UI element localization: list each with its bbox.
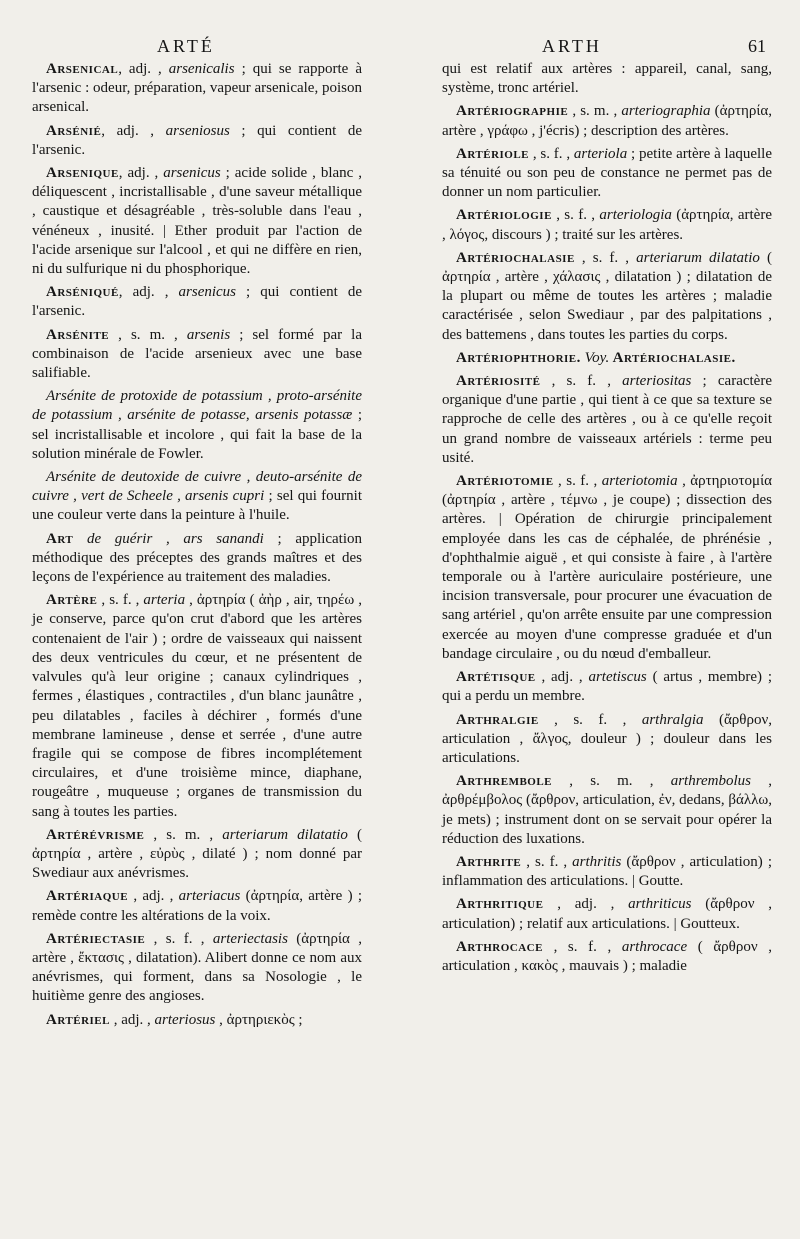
entry-headword: Arthritique	[456, 896, 544, 913]
dictionary-entry	[32, 930, 362, 1007]
entry-definition: ; petite artère à laquelle sa ténuité ou son peu de constance ne permet pas de donner un nom particulier.	[442, 145, 772, 201]
entry-grammar: , s. f. ,	[145, 930, 213, 947]
entry-definition: (ἀρτηρία, artère , γράφω , j'écris) ; description des artères.	[442, 103, 773, 139]
dictionary-entry	[442, 145, 772, 203]
entry-definition: ; qui contient de l'arsenic.	[32, 122, 362, 158]
right-column	[442, 60, 772, 1034]
dictionary-entry	[32, 530, 362, 588]
entry-headword: Arthrembole	[456, 773, 553, 790]
entry-grammar	[73, 531, 87, 547]
entry-headword: Artère	[46, 592, 98, 609]
entry-latin-term: arteriacus	[178, 888, 241, 905]
entry-latin-term: arthralgia	[641, 711, 704, 728]
dictionary-entry	[442, 249, 772, 345]
entry-grammar: , s. m. ,	[568, 103, 622, 120]
entry-definition: ; sel qui fournit une couleur verte dans la peinture à l'huile.	[32, 488, 363, 524]
entry-latin-term: arteriographia	[621, 103, 711, 120]
entry-latin-term: arthritis	[572, 853, 622, 870]
dictionary-entry	[442, 668, 772, 706]
entry-grammar: , adj. ,	[118, 284, 179, 301]
entry-grammar: , adj. ,	[118, 61, 169, 77]
entry-headword: Art	[46, 530, 74, 547]
entry-definition: ( ἀρτηρία , artère , εὐρὺς , dilaté ) ; nom donné par Swediaur aux anévrismes.	[32, 826, 362, 882]
dictionary-entry	[32, 387, 362, 464]
entry-headword: Arsenical	[46, 61, 119, 77]
dictionary-entry	[442, 853, 772, 891]
running-header	[32, 30, 772, 60]
dictionary-entry	[442, 60, 772, 98]
header-left-guide-word: ARTÉ	[157, 36, 215, 56]
entry-grammar: , adj. ,	[109, 1011, 155, 1028]
entry-latin-term: arsenicalis	[168, 61, 235, 77]
entry-latin-term: Arsénite de protoxide de potassium , proto-arsénite de potassium , arsénite de potasse, arsenis potassæ	[32, 388, 362, 424]
entry-definition: ; sel formé par la combinaison de l'acide arsenieux avec une base salifiable.	[32, 326, 362, 382]
entry-definition: ; qui se rapporte à l'arsenic : odeur, préparation, vapeur arsenicale, poison arsenical.	[32, 61, 362, 116]
entry-definition: , ἀρτηρία ( ἀὴρ , air, τηρέω , je conserve, parce qu'on crut d'abord que les artères contenaient de l'air ) ; ordre de vaisseaux qui naissent des deux ventricules du cœur, et ne présentent de valvules qu'à leur origine ; canaux cylindriques , fermes , élastiques , contractiles , d'un blanc jaunâtre , peu dilatables , faciles à déchirer , formés d'une membrane lamineuse , dense et serrée , d'une autre fragile qui se compose de fibres incomplétement circulaires, et d'une troisième mince, diaphane, rougeâtre , muqueuse ; organes de transmission du sang à toutes les parties.	[32, 592, 362, 820]
dictionary-entry	[442, 349, 772, 368]
entry-latin-term: Voy.	[584, 349, 610, 366]
entry-latin-term: arthrembolus	[670, 773, 751, 790]
entry-definition: ; application méthodique des préceptes des grands maîtres et des leçons de l'expérience au traitement des maladies.	[32, 530, 363, 586]
entry-grammar: , adj. ,	[535, 669, 589, 686]
entry-definition: (ἀρτηρία , artère , ἔκτασις , dilatation). Alibert donne ce nom aux anévrismes, qui forment, dans sa Nosologie , le huitième genre des angioses.	[32, 930, 362, 1005]
entry-definition: ; sel incristallisable et incolore , qui fait la base de la solution minérale de Fowler.	[32, 407, 362, 462]
entry-grammar: , s. f. ,	[542, 938, 622, 955]
dictionary-entry	[442, 772, 772, 849]
entry-grammar: , adj. ,	[101, 122, 166, 139]
entry-latin-term: arteriologia	[599, 207, 672, 224]
dictionary-entry	[442, 372, 772, 468]
entry-definition: , ἀρθρέμβολος (ἄρθρον, articulation, ἐν, dedans, βάλλω, je mets) ; instrument dont on se servait pour opérer la réduction des luxations.	[442, 773, 772, 847]
entry-headword: Artériotomie	[456, 473, 554, 490]
entry-latin-term: arteriarum dilatatio	[222, 826, 348, 843]
entry-latin-term: arthrocace	[621, 938, 688, 955]
entry-latin-term: arsenis	[186, 326, 231, 343]
dictionary-entry	[32, 468, 362, 526]
entry-latin-term: arteriarum dilatatio	[636, 249, 760, 266]
entry-latin-term: arthriticus	[628, 896, 692, 913]
entry-headword: Artériographie	[456, 103, 569, 120]
entry-headword: Artétisque	[456, 669, 536, 686]
entry-latin-term: arsenicus	[163, 165, 221, 182]
entry-grammar: , s. m. ,	[109, 326, 187, 343]
dictionary-entry	[32, 164, 362, 279]
entry-definition: ( ἄρθρον , articulation , κακὸς , mauvais ) ; maladie	[442, 938, 772, 974]
entry-definition: (ἀρτηρία, artère ) ; remède contre les altérations de la voix.	[32, 888, 362, 924]
dictionary-entry	[32, 826, 362, 884]
page-number: 61	[748, 36, 766, 56]
entry-grammar: , adj. ,	[128, 888, 179, 905]
entry-headword: Arsénié	[46, 122, 102, 139]
entry-grammar: , adj. ,	[543, 896, 629, 913]
left-column	[32, 60, 362, 1034]
entry-grammar: , s. f. ,	[97, 592, 144, 609]
entry-headword: Arsenique	[46, 165, 119, 182]
dictionary-entry	[32, 60, 362, 118]
entry-definition: ; qui contient de l'arsenic.	[32, 284, 363, 320]
entry-latin-term: arteria	[143, 592, 186, 609]
entry-headword: Arthralgie	[456, 711, 539, 728]
entry-definition: (ἄρθρον , articulation) ; relatif aux articulations. | Goutteux.	[442, 896, 773, 932]
entry-headword: Artériochalasie	[456, 249, 575, 266]
entry-grammar: , s. f. ,	[553, 473, 602, 490]
entry-grammar: , s. f. ,	[538, 711, 642, 728]
entry-definition: ; acide solide , blanc , déliquescent , incristallisable , d'une saveur métallique , caustique et désagréable , très-soluble dans l'eau , vénéneux , inusité. | Ether produit par l'action de l'acide arsenique sur l'alcool , et qui ne diffère en rien, ni du sulfurique ni du phosphorique.	[32, 165, 363, 278]
entry-headword: Artériole	[456, 145, 530, 162]
entry-latin-term: arteriositas	[622, 373, 692, 390]
entry-headword: Arséniqué	[46, 284, 119, 301]
entry-definition: , ἀρτηριοτομία (ἀρτηρία , artère , τέμνω , je coupe) ; dissection des artères. | Opération de chirurgie principalement employée dans les cas de céphalée, de phrénésie , d'ophthalmie aiguë , et qui consiste à faire , à l'artère temporale ou à l'artère auriculaire postérieure, une incision transversale, pour procurer une évacuation de sang artériel , qu'on arrête ensuite par une compression exercée au moyen d'une compresse graduée et d'un bandage circulaire , ou du nœud d'emballeur.	[442, 473, 772, 662]
entry-latin-term: arteriectasis	[212, 930, 288, 947]
entry-definition: ( ἀρτηρία , artère , χάλασις , dilatation ) ; dilatation de la plupart ou même de toutes les artères ; maladie caractérisée , selon Swediaur , par des palpitations , des battemens , dans toutes les parties du corps.	[442, 249, 772, 343]
entry-grammar: , s. m. ,	[144, 826, 223, 843]
entry-latin-term: arteriotomia	[601, 473, 678, 490]
dictionary-entry	[32, 122, 362, 160]
entry-definition: qui est relatif aux artères : appareil, canal, sang, système, tronc artériel.	[442, 61, 772, 97]
entry-headword: Artériosité	[456, 373, 541, 390]
entry-headword: Artériectasie	[46, 930, 146, 947]
entry-definition: (ἄρθρον , articulation) ; inflammation des articulations. | Goutte.	[442, 853, 772, 890]
entry-grammar: , s. f. ,	[521, 853, 573, 870]
entry-latin-term: Arsénite de deutoxide de cuivre , deuto-arsénite de cuivre , vert de Scheele , arsenis cupri	[32, 469, 362, 505]
entry-headword: Artériel	[46, 1011, 110, 1028]
header-right-guide-word: ARTH	[542, 36, 602, 56]
dictionary-entry	[442, 895, 772, 933]
entry-definition: ( artus , membre) ; qui a perdu un membre.	[442, 669, 773, 705]
dictionary-entry	[442, 206, 772, 244]
entry-latin-term: arteriosus	[154, 1011, 216, 1028]
dictionary-entry	[442, 938, 772, 976]
entry-grammar: , s. m. ,	[552, 773, 671, 790]
dictionary-entry	[32, 887, 362, 925]
entry-latin-term: arseniosus	[165, 122, 230, 139]
entry-cross-reference: Artériochalasie.	[609, 349, 736, 366]
entry-definition: , ἀρτηριεκὸς ;	[215, 1011, 303, 1028]
entry-latin-term: arteriola	[573, 145, 628, 162]
dictionary-entry	[32, 1011, 362, 1030]
entry-headword: Artériaque	[46, 888, 129, 905]
dictionary-entry	[442, 711, 772, 769]
entry-grammar: , adj. ,	[118, 165, 164, 182]
entry-definition: (ἀρτηρία, artère , λόγος, discours ) ; traité sur les artères.	[442, 207, 772, 243]
entry-latin-term: artetiscus	[588, 669, 647, 686]
entry-grammar: , s. f. ,	[574, 249, 637, 266]
entry-headword: Artériologie	[456, 207, 552, 224]
entry-headword: Artériophthorie.	[456, 349, 581, 366]
dictionary-entry	[442, 472, 772, 664]
entry-grammar: , s. f. ,	[529, 145, 574, 162]
entry-headword: Arsénite	[46, 326, 110, 343]
entry-headword: Arthrite	[456, 853, 522, 870]
entry-grammar: , s. f. ,	[540, 373, 623, 390]
entry-headword: Arthrocace	[456, 938, 543, 955]
entry-latin-term: de guérir , ars sanandi	[86, 530, 264, 547]
entry-headword: Artérévrisme	[46, 826, 145, 843]
text-columns	[32, 60, 772, 1034]
entry-grammar: , s. f. ,	[551, 207, 600, 224]
dictionary-entry	[32, 326, 362, 384]
dictionary-entry	[32, 591, 362, 821]
entry-definition: ; caractère organique d'une partie , qui tient à ce que sa texture se rapproche de celle des artères , ou à ce qu'elle reçoit un grand nombre de vaisseaux artériels : terme peu usité.	[442, 373, 772, 466]
entry-definition: (ἄρθρον, articulation , ἄλγος, douleur ) ; douleur dans les articulations.	[442, 711, 772, 766]
entry-latin-term: arsenicus	[178, 284, 237, 301]
dictionary-entry	[442, 102, 772, 140]
dictionary-entry	[32, 283, 362, 321]
